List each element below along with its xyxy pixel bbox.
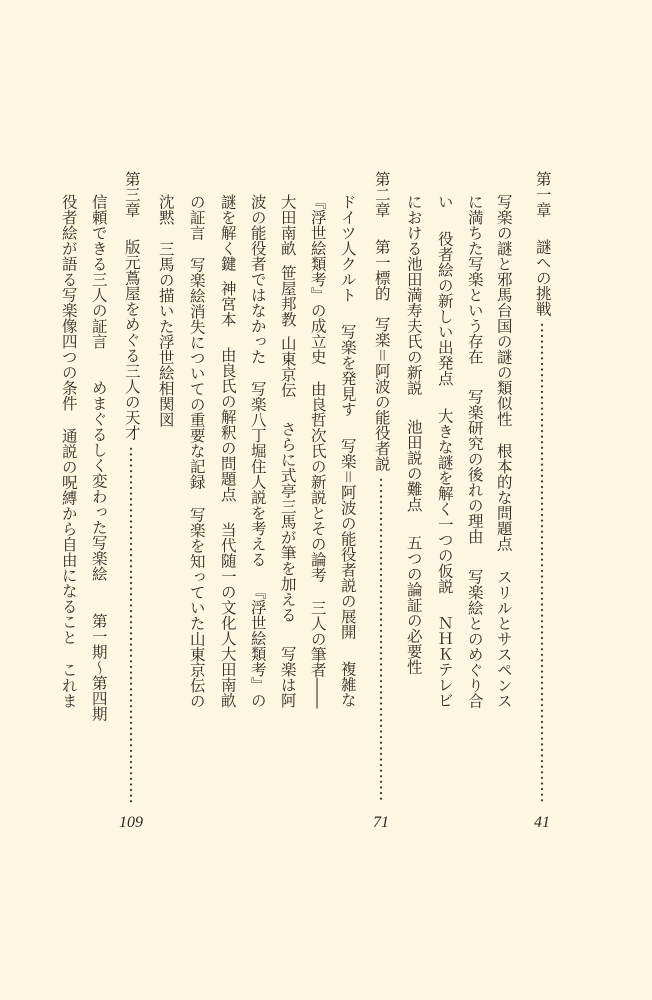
toc-entry: 通説の呪縛から自由になること xyxy=(59,427,78,645)
chapter-heading xyxy=(121,171,141,803)
toc-entry: 池田説の難点 xyxy=(404,418,423,512)
chapter-number: 第一章 xyxy=(533,171,552,218)
toc-entry: 『浮世絵類考』の xyxy=(248,584,267,708)
toc-entry: 写楽を発見す xyxy=(338,323,357,417)
toc-entry: ＮＨＫテレビ xyxy=(435,615,454,708)
toc-entry: 写楽絵とのめぐり合 xyxy=(465,568,484,708)
toc-line xyxy=(434,194,454,708)
toc-entry: 『浮世絵類考』の成立史 xyxy=(308,194,327,365)
toc-entry: 大きな謎を解く一つの仮説 xyxy=(435,407,454,594)
toc-entry: 信頼できる三人の証言 xyxy=(89,194,108,349)
chapter-title: 版元蔦屋をめぐる三人の天才 xyxy=(122,239,141,441)
toc-entry: 写楽は阿 xyxy=(278,645,297,708)
dot-leader xyxy=(121,446,141,803)
toc-entry: 波の能役者ではなかった xyxy=(248,194,267,365)
toc-entry: 写楽八丁堀住人説を考える xyxy=(248,381,267,568)
toc-entry: 由良哲次氏の新説とその論考 xyxy=(308,381,327,583)
toc-line xyxy=(58,194,78,708)
toc-line xyxy=(155,194,175,708)
toc-line xyxy=(247,194,267,708)
chapter-page-number: 109 xyxy=(119,814,143,831)
toc-entry: 写楽絵消失についての重要な記録 xyxy=(187,257,206,490)
toc-entry: 第一期～第四期 xyxy=(89,612,108,721)
toc-line xyxy=(277,194,297,708)
dot-leader xyxy=(371,477,391,803)
chapter-page-number: 41 xyxy=(534,814,550,831)
toc-line xyxy=(493,194,513,708)
toc-line xyxy=(88,194,108,721)
chapter-heading xyxy=(532,171,552,803)
toc-entry: 写楽＝阿波の能役者説の展開 xyxy=(338,438,357,640)
chapter-heading xyxy=(371,171,391,803)
toc-entry: 複雑な xyxy=(338,661,357,708)
dot-leader xyxy=(532,322,552,803)
toc-entry: 三馬の描いた浮世絵相関図 xyxy=(156,240,175,427)
toc-line xyxy=(337,194,357,708)
toc-entry: これま xyxy=(59,661,78,708)
toc-entry: い xyxy=(435,194,454,210)
toc-entry: 役者絵の新しい出発点 xyxy=(435,231,454,386)
chapter-page-number: 71 xyxy=(373,814,389,831)
toc-entry: めまぐるしく変わった写楽絵 xyxy=(89,380,108,582)
toc-entry: の証言 xyxy=(187,194,206,241)
toc-line xyxy=(464,194,484,708)
toc-entry: スリルとサスペンス xyxy=(494,568,513,708)
toc-entry: 根本的な問題点 xyxy=(494,443,513,552)
chapter-number: 第三章 xyxy=(122,171,141,218)
toc-line xyxy=(403,194,423,708)
toc-entry: 由良氏の解釈の問題点 xyxy=(218,346,237,502)
toc-entry: 謎を解く鍵 神宮本 xyxy=(218,194,237,327)
toc-line xyxy=(186,194,206,708)
toc-entry: 三人の筆者―― xyxy=(308,599,327,708)
toc-entry: 役者絵が語る写楽像四つの条件 xyxy=(59,194,78,411)
toc-entry: 写楽を知っていた山東京伝の xyxy=(187,506,206,708)
toc-entry: さらに式亭三馬が筆を加える xyxy=(278,421,297,623)
chapter-title: 第一標的 写楽＝阿波の能役者説 xyxy=(372,239,391,472)
toc-line xyxy=(217,194,237,708)
toc-entry: における池田満寿夫氏の新説 xyxy=(404,194,423,396)
toc-entry: 当代随一の文化人大田南畝 xyxy=(218,522,237,708)
chapter-title: 謎への挑戦 xyxy=(533,239,552,317)
toc-entry: ドイツ人クルト xyxy=(338,194,357,303)
toc-entry: 沈黙 xyxy=(156,194,175,225)
toc-entry: 写楽の謎と邪馬台国の謎の類似性 xyxy=(494,194,513,427)
toc-entry: に満ちた写楽という存在 xyxy=(465,194,484,365)
toc-entry: 大田南畝 笹屋邦教 山東京伝 xyxy=(278,194,297,398)
toc-entry: 五つの論証の必要性 xyxy=(404,535,423,675)
toc-line xyxy=(307,194,327,708)
chapter-number: 第二章 xyxy=(372,171,391,218)
toc-entry: 写楽研究の後れの理由 xyxy=(465,389,484,544)
